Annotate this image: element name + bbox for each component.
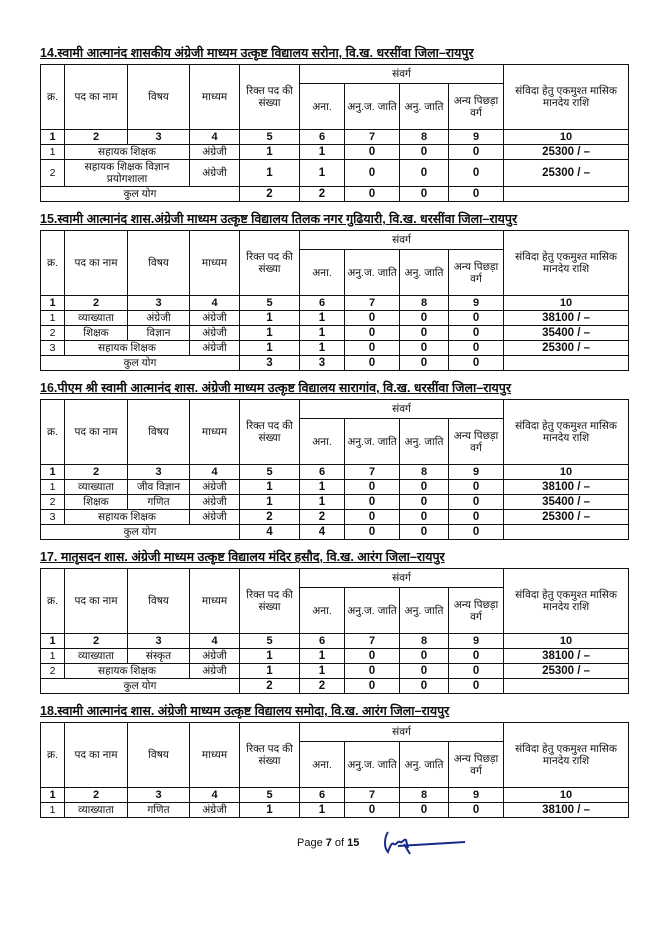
column-number: 7: [345, 465, 400, 480]
monthly-pay: 38100 / –: [504, 803, 629, 818]
count-ana: 2: [300, 510, 345, 525]
monthly-pay: 35400 / –: [504, 495, 629, 510]
table-row: [41, 510, 629, 525]
count-sc: 0: [345, 326, 400, 341]
monthly-pay: 25300 / –: [504, 664, 629, 679]
table-row: [41, 145, 629, 160]
total-label: कुल योग: [41, 356, 240, 371]
column-number: 6: [300, 788, 345, 803]
section-title: 18.स्वामी आत्मानंद शास. अंग्रेजी माध्यम उत्कृष्ट विद्यालय समोदा, वि.ख. आरंग जिला–रायपुर: [40, 704, 450, 718]
total-sc: 0: [345, 187, 400, 202]
count-obc: 0: [449, 803, 504, 818]
page-current: 7: [325, 837, 332, 849]
header-st: अनु.ज. जाति: [345, 84, 400, 130]
header-sc: अनु. जाति: [400, 588, 449, 634]
serial-no: 2: [41, 495, 65, 510]
count-vacant: 1: [240, 803, 300, 818]
column-number: 4: [190, 130, 240, 145]
table-row: [41, 341, 629, 356]
column-number: 5: [240, 634, 300, 649]
post-name: व्याख्याता: [65, 803, 128, 818]
count-vacant: 1: [240, 341, 300, 356]
count-vacant: 1: [240, 160, 300, 187]
count-ana: 1: [300, 145, 345, 160]
count-sc: 0: [345, 664, 400, 679]
vacancy-table: [40, 568, 629, 694]
header-vacant: रिक्त पद की संख्या: [240, 723, 300, 788]
column-number: 3: [128, 465, 190, 480]
school-section: [40, 704, 628, 818]
count-sc: 0: [345, 341, 400, 356]
count-st: 0: [400, 510, 449, 525]
post-name: सहायक शिक्षक: [65, 664, 190, 679]
header-kr: क्र.: [41, 231, 65, 296]
total-sc: 0: [345, 356, 400, 371]
count-sc: 0: [345, 145, 400, 160]
header-st: अनु.ज. जाति: [345, 250, 400, 296]
header-cadre: संवर्ग: [300, 723, 504, 742]
monthly-pay: 38100 / –: [504, 649, 629, 664]
subject: विज्ञान: [128, 326, 190, 341]
total-st: 0: [400, 187, 449, 202]
post-name: व्याख्याता: [65, 311, 128, 326]
column-number: 8: [400, 296, 449, 311]
vacancy-table: [40, 722, 629, 818]
medium: अंग्रेजी: [190, 341, 240, 356]
count-obc: 0: [449, 311, 504, 326]
header-st: अनु.ज. जाति: [345, 419, 400, 465]
total-row: [41, 356, 629, 371]
total-st: 0: [400, 525, 449, 540]
column-number: 8: [400, 788, 449, 803]
count-vacant: 1: [240, 480, 300, 495]
vacancy-table: [40, 64, 629, 202]
total-pay-empty: [504, 187, 629, 202]
count-sc: 0: [345, 649, 400, 664]
total-row: [41, 525, 629, 540]
total-row: [41, 679, 629, 694]
header-cadre: संवर्ग: [300, 231, 504, 250]
post-name: सहायक शिक्षक: [65, 341, 190, 356]
column-number: 4: [190, 634, 240, 649]
count-vacant: 1: [240, 664, 300, 679]
section-title: 14.स्वामी आत्मानंद शासकीय अंग्रेजी माध्यम उत्कृष्ट विद्यालय सरोना, वि.ख. धरसींवा जिला–रायपुर: [40, 46, 474, 60]
count-st: 0: [400, 480, 449, 495]
header-post: पद का नाम: [65, 400, 128, 465]
medium: अंग्रेजी: [190, 326, 240, 341]
column-number: 10: [504, 788, 629, 803]
count-ana: 1: [300, 326, 345, 341]
column-number: 2: [65, 465, 128, 480]
total-vacant: 3: [240, 356, 300, 371]
count-ana: 1: [300, 160, 345, 187]
header-subject: विषय: [128, 569, 190, 634]
serial-no: 1: [41, 803, 65, 818]
column-number: 3: [128, 296, 190, 311]
column-number: 9: [449, 296, 504, 311]
header-medium: माध्यम: [190, 723, 240, 788]
count-sc: 0: [345, 510, 400, 525]
column-number: 1: [41, 634, 65, 649]
total-obc: 0: [449, 525, 504, 540]
column-number: 6: [300, 130, 345, 145]
medium: अंग्रेजी: [190, 480, 240, 495]
column-number: 4: [190, 296, 240, 311]
header-sc: अनु. जाति: [400, 84, 449, 130]
post-name: सहायक शिक्षक: [65, 145, 190, 160]
count-ana: 1: [300, 311, 345, 326]
header-medium: माध्यम: [190, 569, 240, 634]
serial-no: 1: [41, 311, 65, 326]
count-st: 0: [400, 160, 449, 187]
header-post: पद का नाम: [65, 569, 128, 634]
column-number: 10: [504, 130, 629, 145]
total-ana: 2: [300, 187, 345, 202]
count-vacant: 1: [240, 649, 300, 664]
school-section: [40, 550, 628, 694]
header-post: पद का नाम: [65, 231, 128, 296]
header-obc: अन्य पिछड़ा वर्ग: [449, 588, 504, 634]
monthly-pay: 25300 / –: [504, 145, 629, 160]
count-vacant: 2: [240, 510, 300, 525]
medium: अंग्रेजी: [190, 803, 240, 818]
total-obc: 0: [449, 187, 504, 202]
header-cadre: संवर्ग: [300, 65, 504, 84]
medium: अंग्रेजी: [190, 495, 240, 510]
column-number: 4: [190, 465, 240, 480]
count-obc: 0: [449, 664, 504, 679]
medium: अंग्रेजी: [190, 510, 240, 525]
total-obc: 0: [449, 356, 504, 371]
total-label: कुल योग: [41, 525, 240, 540]
medium: अंग्रेजी: [190, 145, 240, 160]
header-pay: संविदा हेतु एकमुश्त मासिक मानदेय राशि: [504, 723, 629, 788]
medium: अंग्रेजी: [190, 311, 240, 326]
column-number: 8: [400, 465, 449, 480]
post-name: सहायक शिक्षक: [65, 510, 190, 525]
total-ana: 4: [300, 525, 345, 540]
post-name: सहायक शिक्षक विज्ञान प्रयोगशाला: [65, 160, 190, 187]
table-row: [41, 664, 629, 679]
serial-no: 2: [41, 160, 65, 187]
header-general: अना.: [300, 84, 345, 130]
count-obc: 0: [449, 145, 504, 160]
column-number: 9: [449, 634, 504, 649]
column-number: 10: [504, 634, 629, 649]
total-label: कुल योग: [41, 187, 240, 202]
header-obc: अन्य पिछड़ा वर्ग: [449, 742, 504, 788]
count-obc: 0: [449, 480, 504, 495]
total-sc: 0: [345, 679, 400, 694]
header-vacant: रिक्त पद की संख्या: [240, 569, 300, 634]
count-st: 0: [400, 649, 449, 664]
header-obc: अन्य पिछड़ा वर्ग: [449, 250, 504, 296]
serial-no: 2: [41, 664, 65, 679]
medium: अंग्रेजी: [190, 664, 240, 679]
post-name: व्याख्याता: [65, 480, 128, 495]
table-row: [41, 326, 629, 341]
medium: अंग्रेजी: [190, 160, 240, 187]
column-number: 7: [345, 296, 400, 311]
count-obc: 0: [449, 160, 504, 187]
count-sc: 0: [345, 803, 400, 818]
header-subject: विषय: [128, 400, 190, 465]
column-number: 9: [449, 130, 504, 145]
header-subject: विषय: [128, 65, 190, 130]
column-number: 1: [41, 296, 65, 311]
monthly-pay: 38100 / –: [504, 311, 629, 326]
total-pay-empty: [504, 679, 629, 694]
header-kr: क्र.: [41, 723, 65, 788]
count-st: 0: [400, 311, 449, 326]
column-number: 1: [41, 788, 65, 803]
page-total: 15: [347, 837, 360, 849]
vacancy-table: [40, 230, 629, 371]
header-post: पद का नाम: [65, 65, 128, 130]
total-vacant: 2: [240, 187, 300, 202]
monthly-pay: 35400 / –: [504, 326, 629, 341]
column-number: 9: [449, 465, 504, 480]
column-number: 9: [449, 788, 504, 803]
count-obc: 0: [449, 649, 504, 664]
column-number: 6: [300, 634, 345, 649]
post-name: व्याख्याता: [65, 649, 128, 664]
monthly-pay: 25300 / –: [504, 160, 629, 187]
header-post: पद का नाम: [65, 723, 128, 788]
header-pay: संविदा हेतु एकमुश्त मासिक मानदेय राशि: [504, 569, 629, 634]
header-kr: क्र.: [41, 400, 65, 465]
header-medium: माध्यम: [190, 400, 240, 465]
count-ana: 1: [300, 480, 345, 495]
column-number: 8: [400, 634, 449, 649]
column-number: 7: [345, 634, 400, 649]
header-subject: विषय: [128, 231, 190, 296]
header-cadre: संवर्ग: [300, 569, 504, 588]
column-number: 1: [41, 465, 65, 480]
column-number: 1: [41, 130, 65, 145]
header-vacant: रिक्त पद की संख्या: [240, 231, 300, 296]
medium: अंग्रेजी: [190, 649, 240, 664]
header-sc: अनु. जाति: [400, 419, 449, 465]
total-ana: 2: [300, 679, 345, 694]
vacancy-table: [40, 399, 629, 540]
count-st: 0: [400, 803, 449, 818]
serial-no: 1: [41, 649, 65, 664]
serial-no: 3: [41, 510, 65, 525]
header-medium: माध्यम: [190, 231, 240, 296]
column-number: 8: [400, 130, 449, 145]
serial-no: 2: [41, 326, 65, 341]
table-row: [41, 480, 629, 495]
header-general: अना.: [300, 742, 345, 788]
count-st: 0: [400, 341, 449, 356]
page-mid: of: [331, 837, 348, 849]
school-section: [40, 46, 628, 202]
section-title: 17. मातृसदन शास. अंग्रेजी माध्यम उत्कृष्ट विद्यालय मंदिर हसौद, वि.ख. आरंग जिला–रायपुर: [40, 550, 445, 564]
count-vacant: 1: [240, 495, 300, 510]
column-number: 2: [65, 296, 128, 311]
header-medium: माध्यम: [190, 65, 240, 130]
count-vacant: 1: [240, 326, 300, 341]
column-number: 5: [240, 465, 300, 480]
header-pay: संविदा हेतु एकमुश्त मासिक मानदेय राशि: [504, 231, 629, 296]
serial-no: 1: [41, 145, 65, 160]
total-vacant: 2: [240, 679, 300, 694]
page-prefix: Page: [297, 837, 326, 849]
column-number: 3: [128, 634, 190, 649]
total-sc: 0: [345, 525, 400, 540]
column-number: 5: [240, 788, 300, 803]
header-sc: अनु. जाति: [400, 742, 449, 788]
total-st: 0: [400, 356, 449, 371]
column-number: 5: [240, 130, 300, 145]
count-obc: 0: [449, 510, 504, 525]
total-pay-empty: [504, 525, 629, 540]
header-subject: विषय: [128, 723, 190, 788]
header-general: अना.: [300, 250, 345, 296]
total-label: कुल योग: [41, 679, 240, 694]
header-kr: क्र.: [41, 569, 65, 634]
column-number: 3: [128, 788, 190, 803]
header-st: अनु.ज. जाति: [345, 742, 400, 788]
header-cadre: संवर्ग: [300, 400, 504, 419]
column-number: 10: [504, 465, 629, 480]
header-kr: क्र.: [41, 65, 65, 130]
count-obc: 0: [449, 341, 504, 356]
count-vacant: 1: [240, 311, 300, 326]
count-obc: 0: [449, 495, 504, 510]
count-ana: 1: [300, 341, 345, 356]
count-ana: 1: [300, 803, 345, 818]
monthly-pay: 25300 / –: [504, 510, 629, 525]
serial-no: 3: [41, 341, 65, 356]
column-number: 10: [504, 296, 629, 311]
total-vacant: 4: [240, 525, 300, 540]
column-number: 2: [65, 634, 128, 649]
post-name: शिक्षक: [65, 495, 128, 510]
post-name: शिक्षक: [65, 326, 128, 341]
subject: गणित: [128, 803, 190, 818]
count-st: 0: [400, 495, 449, 510]
monthly-pay: 25300 / –: [504, 341, 629, 356]
subject: गणित: [128, 495, 190, 510]
total-pay-empty: [504, 356, 629, 371]
subject: अंग्रेजी: [128, 311, 190, 326]
section-title: 15.स्वामी आत्मानंद शास.अंग्रेजी माध्यम उत्कृष्ट विद्यालय तिलक नगर गुढियारी, वि.ख. धरसींवा जिला–रायपुर: [40, 212, 518, 226]
count-ana: 1: [300, 664, 345, 679]
page-number: [297, 836, 359, 850]
count-obc: 0: [449, 326, 504, 341]
signature-icon: [380, 828, 470, 858]
monthly-pay: 38100 / –: [504, 480, 629, 495]
header-pay: संविदा हेतु एकमुश्त मासिक मानदेय राशि: [504, 65, 629, 130]
header-general: अना.: [300, 419, 345, 465]
count-sc: 0: [345, 495, 400, 510]
table-row: [41, 160, 629, 187]
table-row: [41, 311, 629, 326]
total-st: 0: [400, 679, 449, 694]
column-number: 7: [345, 788, 400, 803]
header-st: अनु.ज. जाति: [345, 588, 400, 634]
count-ana: 1: [300, 495, 345, 510]
table-row: [41, 649, 629, 664]
table-row: [41, 803, 629, 818]
count-sc: 0: [345, 480, 400, 495]
column-number: 6: [300, 465, 345, 480]
count-st: 0: [400, 145, 449, 160]
column-number: 2: [65, 130, 128, 145]
count-vacant: 1: [240, 145, 300, 160]
column-number: 6: [300, 296, 345, 311]
header-obc: अन्य पिछड़ा वर्ग: [449, 419, 504, 465]
subject: जीव विज्ञान: [128, 480, 190, 495]
total-ana: 3: [300, 356, 345, 371]
count-ana: 1: [300, 649, 345, 664]
subject: संस्कृत: [128, 649, 190, 664]
column-number: 7: [345, 130, 400, 145]
total-row: [41, 187, 629, 202]
school-section: [40, 212, 628, 371]
header-vacant: रिक्त पद की संख्या: [240, 400, 300, 465]
school-section: [40, 381, 628, 540]
header-vacant: रिक्त पद की संख्या: [240, 65, 300, 130]
header-general: अना.: [300, 588, 345, 634]
serial-no: 1: [41, 480, 65, 495]
header-obc: अन्य पिछड़ा वर्ग: [449, 84, 504, 130]
page-footer: [0, 828, 661, 868]
column-number: 3: [128, 130, 190, 145]
column-number: 2: [65, 788, 128, 803]
column-number: 5: [240, 296, 300, 311]
count-st: 0: [400, 326, 449, 341]
column-number: 4: [190, 788, 240, 803]
table-row: [41, 495, 629, 510]
section-title: 16.पीएम श्री स्वामी आत्मानंद शास. अंग्रेजी माध्यम उत्कृष्ट विद्यालय सारागांव, वि.ख. धरसींवा जिला–रायपुर: [40, 381, 512, 395]
header-sc: अनु. जाति: [400, 250, 449, 296]
total-obc: 0: [449, 679, 504, 694]
header-pay: संविदा हेतु एकमुश्त मासिक मानदेय राशि: [504, 400, 629, 465]
count-sc: 0: [345, 160, 400, 187]
count-sc: 0: [345, 311, 400, 326]
count-st: 0: [400, 664, 449, 679]
